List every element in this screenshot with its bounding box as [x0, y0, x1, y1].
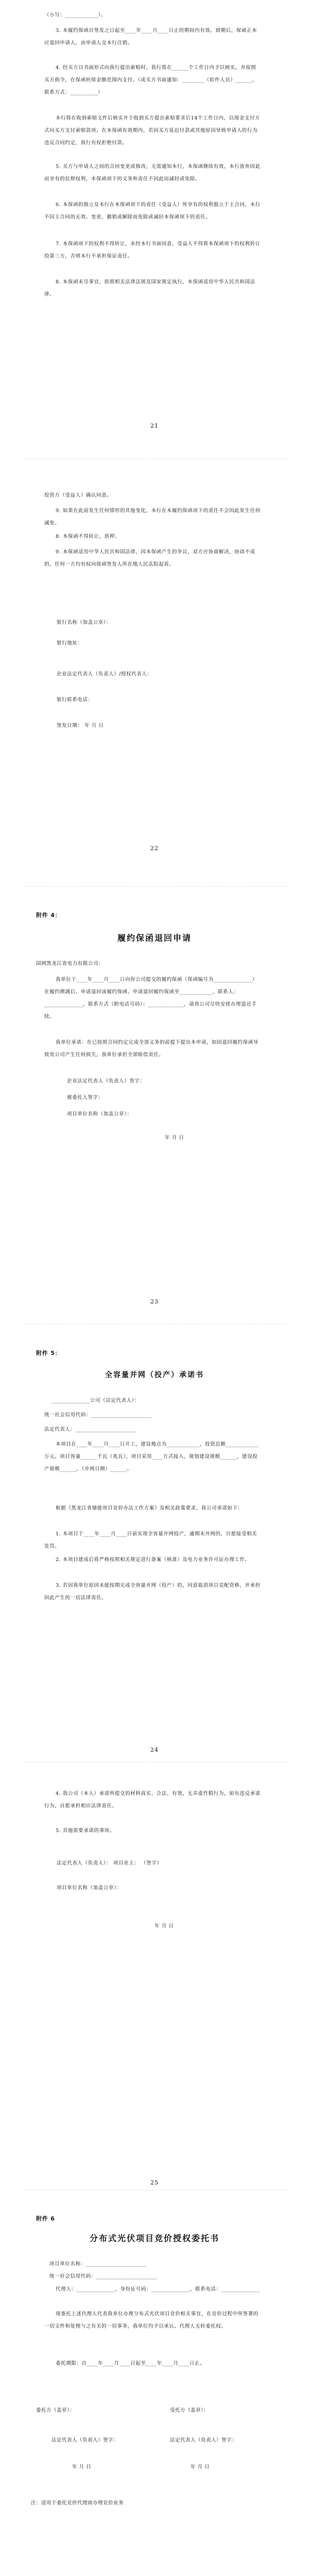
bank-seal-line: 银行名称（加盖公章）：	[57, 620, 112, 625]
company-line: 项目单位名称：______________________	[49, 2261, 147, 2267]
page-number: 25	[150, 2179, 159, 2186]
page-23	[0, 891, 309, 1319]
page-25	[0, 1767, 309, 2190]
paragraph: 投资方（受益人）确认同意。	[44, 493, 112, 498]
annex-label: 附件 6	[36, 2215, 55, 2222]
principal-seal: 委托方（盖章）：	[36, 2408, 75, 2413]
page-number: 24	[150, 1747, 159, 1753]
paragraph: 8. 本保函未尽事宜，依照相关法律法规及国家规定执行，本保函适用中华人民共和国法律。	[44, 279, 255, 297]
signature-line: 企业法定代表人（负责人）签字：	[67, 1078, 145, 1084]
paragraph: 我单位承诺：在已按照合同约定完成全部义务的前提下提出本申请，如因退回履约保函导致贵公司产生任何损失，我单位承担全部赔偿责任。	[44, 1040, 259, 1058]
issue-date-line: 签发日期： 年 月 日	[57, 723, 104, 728]
agent-rep: 法定代表人（负责人）签字：	[170, 2437, 237, 2443]
document-title: 分布式光伏项目竞价授权委托书	[89, 2233, 219, 2243]
bank-representative-line: 企业法定代表人（负责人）/授权代表人：	[57, 671, 152, 677]
agent-seal: 受托方（盖章）：	[170, 2408, 209, 2413]
paragraph: 本行将在收到索赔文件后核实并于收到买方提出索赔要求后14个工作日内，以现金支付方式向买方支付索赔款项。在本保函有效期内，若因买方延迟付款或其他原因导致申请人的行为违反合同约定，我行有权拒绝付款。	[44, 115, 261, 146]
bank-address-line: 银行地址：	[57, 640, 83, 646]
principal-date: 年 月 日	[72, 2464, 92, 2470]
note: 注：适用于委托竞价代理商办理竞价业务	[31, 2500, 124, 2506]
agent-date: 年 月 日	[191, 2464, 210, 2470]
paragraph: 委托期限：自____年____月____日起至____年____月____日止。	[56, 2361, 205, 2366]
bank-phone-line: 银行联系电话：	[57, 697, 93, 703]
paragraph: 5. 其他需要承诺的事项。	[56, 1828, 115, 1834]
paragraph: 2. 本项目建成后将严格按照相关规定进行备案（核准）及电力业务许可证办理工作。	[56, 1557, 250, 1563]
paragraph: 根据《黑龙江省储能项目竞价办法工作方案》及相关政策要求，我公司承诺如下：	[56, 1505, 243, 1511]
date-line: 年 月 日	[154, 1923, 174, 1929]
signature-line: 项目单位名称（加盖公章）：	[67, 1111, 132, 1117]
legal-rep-line: 法定代表人：______________________	[44, 1427, 136, 1432]
page-24	[0, 1329, 309, 1757]
paragraph: 4. 我公司（本人）承诺所提交的材料真实、合法、有效，无弄虚作假行为，如有违反承诺行为，自愿承担相应法律责任。	[44, 1791, 261, 1809]
page-number: 21	[150, 422, 159, 429]
paragraph: 代理人：______________，身份证号码：______________，联系电话：______________	[56, 2286, 260, 2292]
addressee: 国网黑龙江省电力有限公司：	[36, 961, 104, 967]
paragraph: 9. 本保函适用中华人民共和国法律，因本保函产生的争议，双方应协商解决，协商不成的，任何一方均有权向保函签发人所在地人民法院起诉。	[44, 549, 255, 567]
principal-rep: 法定代表人（负责人）签字：	[52, 2437, 119, 2443]
company-line: ______________公司（法定代表人）：	[52, 1398, 140, 1403]
page-21	[0, 0, 309, 428]
signature-line: 项目单位名称（加盖公章）：	[57, 1885, 122, 1891]
paragraph: 1. 本项目于____年____月____日前实现全容量并网投产，逾期未并网的，自愿接受相关处罚。	[44, 1531, 258, 1549]
paragraph: 9. 如果在此前发生任何情形的其他变化，本行在本履约保函项下的责任不会因此发生任何减免。	[44, 508, 261, 526]
paragraph: 我单位于____年____月____日向你公司提交的履约保函（保函编号为______________）在履约期满后，申请退回该履约保函。申请退回履约保函至____________，联系人：______________，联系方式（附电话号码）：_____________，请贵公司尽快安排办理退还手续。	[44, 977, 258, 1020]
page-divider	[21, 1324, 288, 1325]
paragraph: 6. 本保函的独立及本行在本保函项下的责任（受益人）所享有的权利独立于主合同，本行不因主合同的无效、变更、撤销或解除而免除或减轻本保函项下的责任。	[44, 202, 261, 220]
page-number: 23	[150, 1298, 159, 1305]
paragraph: 8. 本保函不得转让、质押。	[56, 534, 120, 539]
annex-label: 附件 5：	[36, 1350, 61, 1357]
page-number: 22	[150, 845, 159, 852]
signature-line: 被委托人签字：	[67, 1095, 104, 1100]
paragraph: 本项目在____年____月____日开工，建设地点为____________，投资总额____________万元，项目容量______千瓦（兆瓦），项目采用____方式接入，规划建设规模______，建设投产规模______，（并网日期）______。	[44, 1442, 259, 1472]
paragraph: （小写：____________）。	[44, 12, 107, 18]
paragraph: 现委托上述代理人代表我单位办理分布式光伏项目竞价相关事宜，在竞价过程中所签署的一切文件和处理与之有关的一切事务，我单位均予以承认。代理人无转委托权。	[44, 2311, 259, 2329]
date-line: 年 月 日	[165, 1135, 184, 1141]
document-title: 全容量并网（投产）承诺书	[105, 1371, 204, 1379]
document-title: 履约保函退回申请	[117, 933, 192, 943]
page-22	[0, 464, 309, 891]
paragraph: 3. 本履约保函自签发之日起至____年____月____日止的期间内有效。到期后，保函正本应退回申请人，由申请人交本行注销。	[44, 28, 258, 46]
paragraph: 3. 若因我单位原因未能按期完成全容量并网（投产）的，同意取消项目竞配资格，并承担因此产生的一切法律责任。	[44, 1583, 261, 1601]
paragraph: 7. 本保函项下的权利不得转让，未经本行书面同意，受益人不得将本保函项下的权利转让给第三方，否则本行不承担保证责任。	[44, 241, 261, 259]
page-26	[0, 2195, 309, 2576]
page-divider	[21, 886, 288, 887]
credit-code-line: 统一社会信用代码：______________________	[44, 1412, 152, 1418]
paragraph: 4. 经买方以书面形式向我行提出索赔时，我行将在______个工作日内予以核实，并按照买方指令，在保函担保金额范围内支付。（或买方书面通知：________（软件人员）______，联系方式：__________）	[44, 65, 258, 95]
signature-line: 法定代表人（负责人）： 项目业主： （签字）	[57, 1860, 162, 1866]
annex-label: 附件 4：	[36, 912, 61, 919]
credit-code-line: 统一社会信用代码：______________________	[49, 2274, 157, 2279]
paragraph: 5. 买方与申请人之间的合同变更或修改，无需通知本行，本保函继续有效，本行放弃因此而享有的抗辩权利，本保函项下的义务和责任不因此而减轻或免除。	[44, 164, 261, 182]
